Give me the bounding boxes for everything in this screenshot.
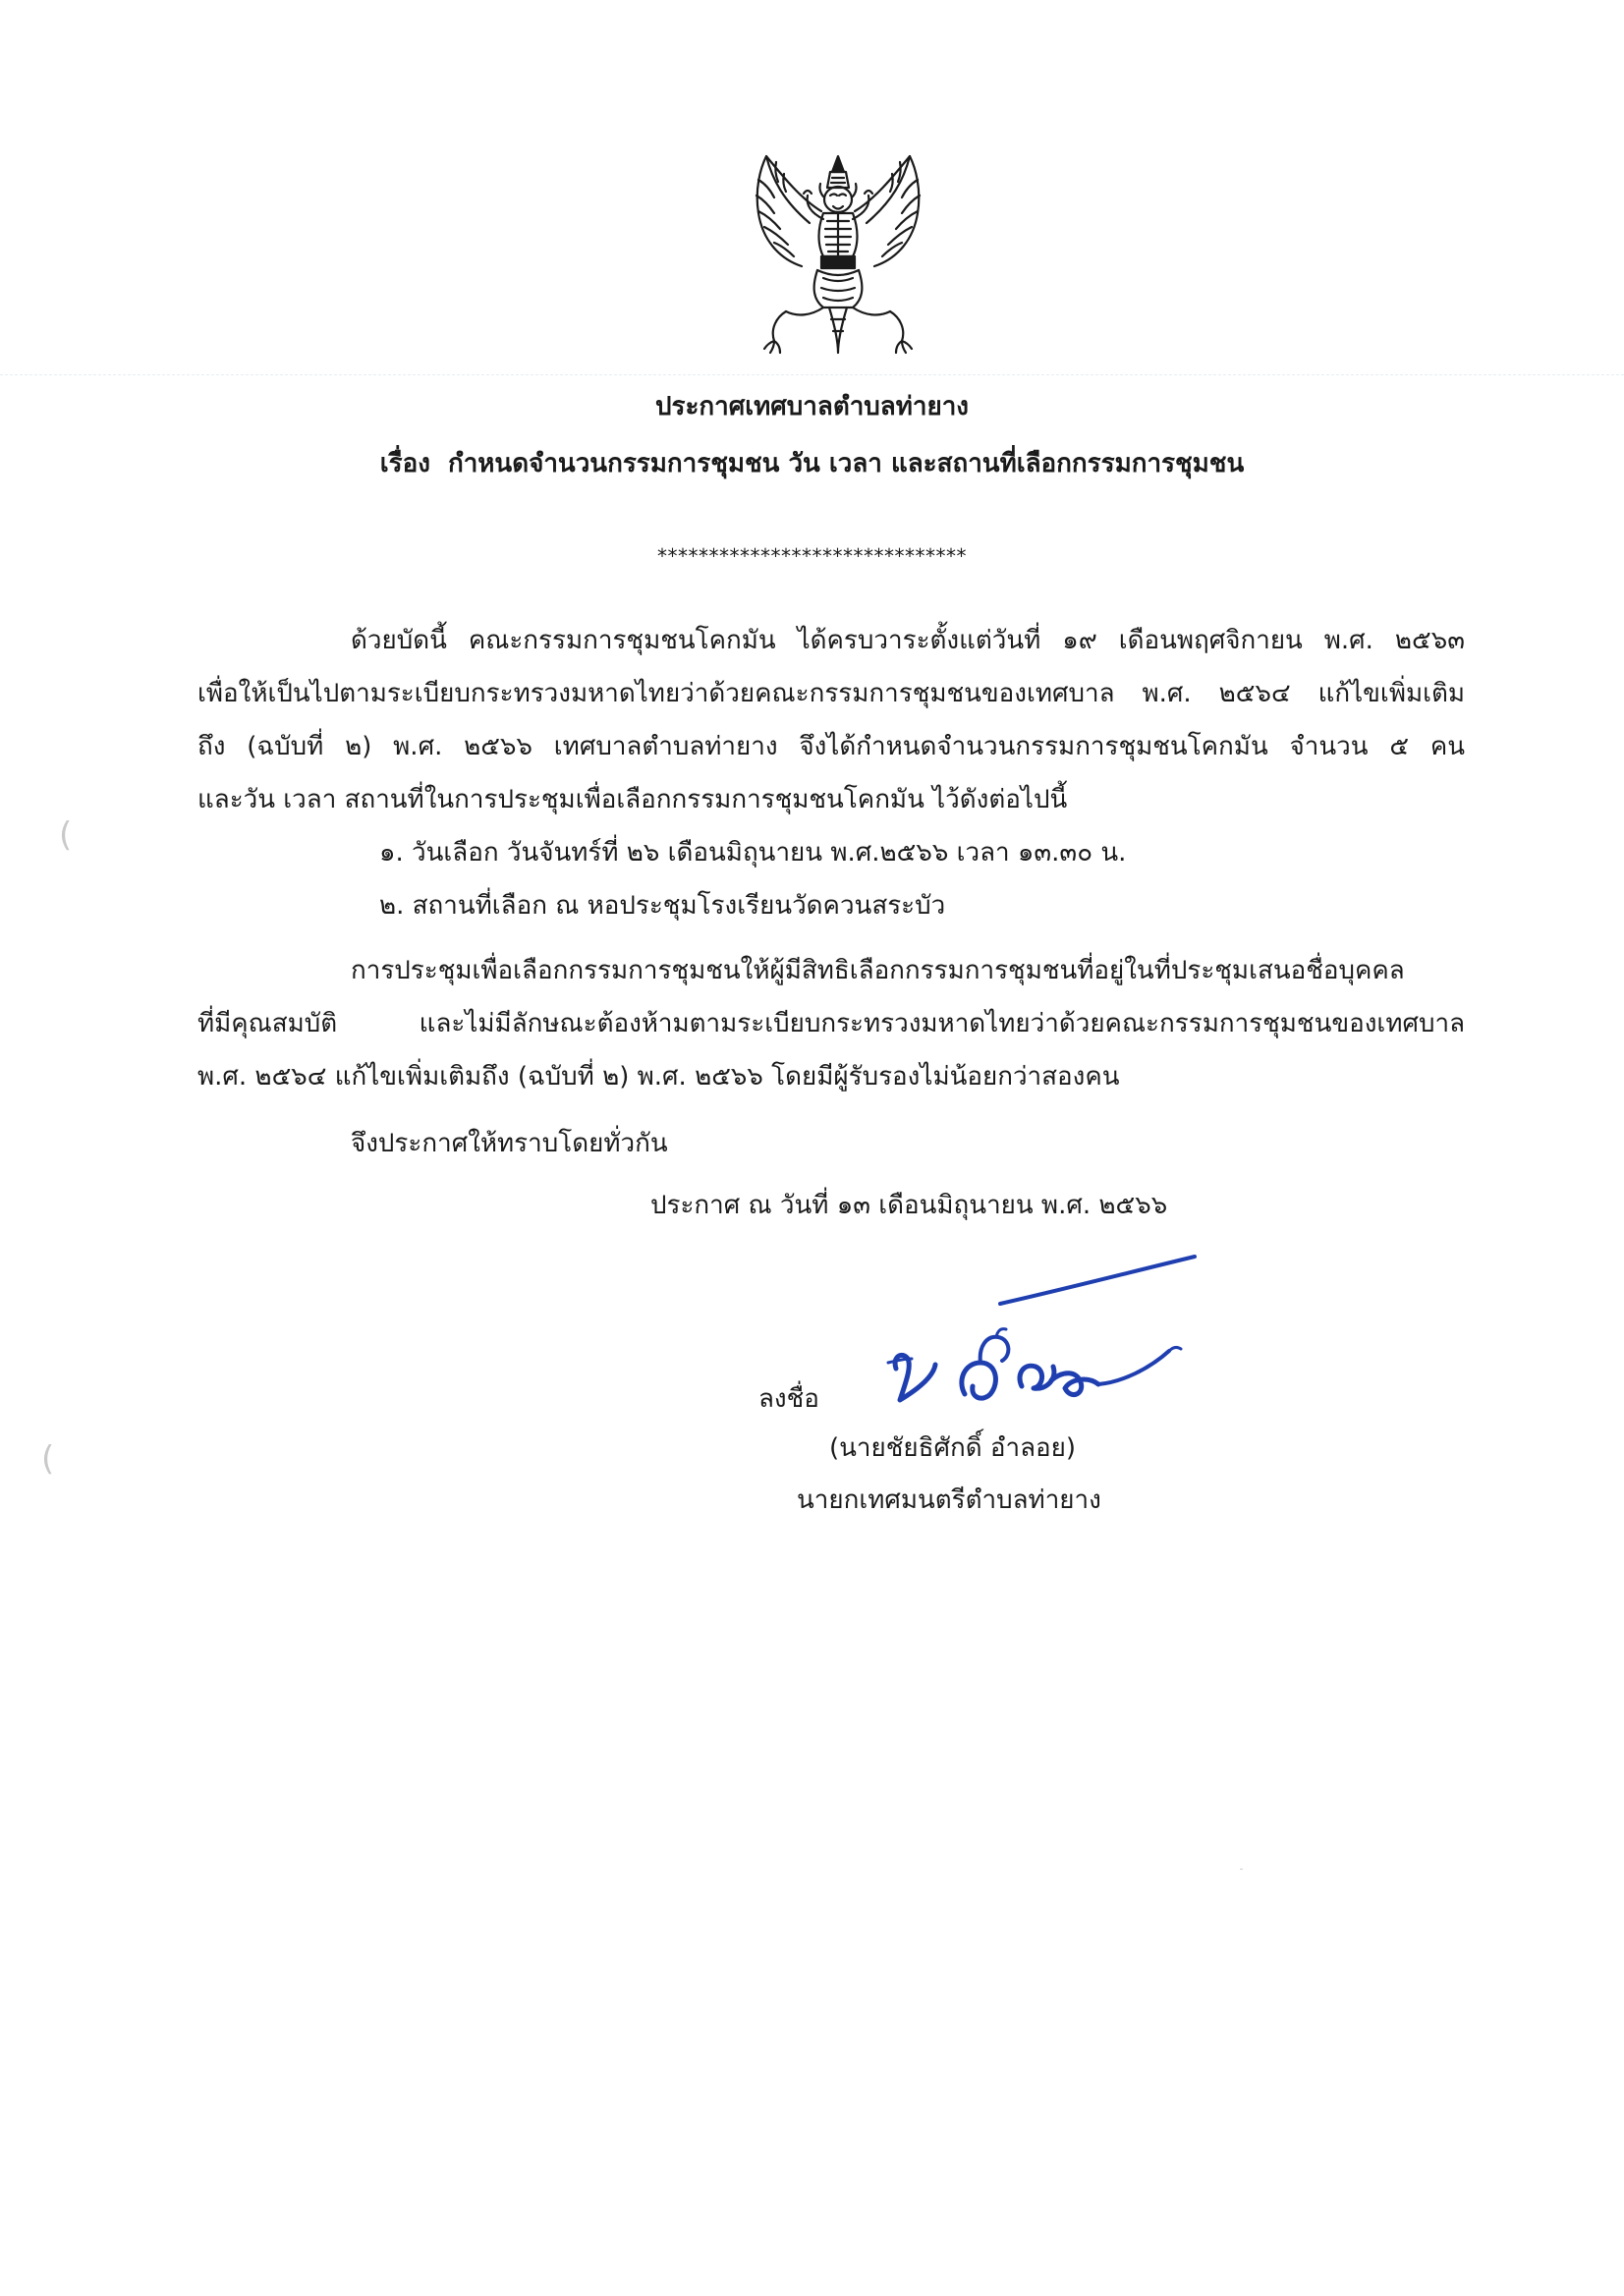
- signer-title: นายกเทศมนตรีตำบลท่ายาง: [797, 1485, 1101, 1515]
- scan-artifact-line: [0, 374, 1624, 375]
- paragraph-line: ที่มีคุณสมบัติ และไม่มีลักษณะต้องห้ามตามระเบียบกระทรวงมหาดไทยว่าด้วยคณะกรรมการชุมชนของเทศบาล: [197, 1009, 1465, 1038]
- list-item-election-venue: ๒. สถานที่เลือก ณ หอประชุมโรงเรียนวัดควนสระบัว: [379, 891, 946, 921]
- closing-statement: จึงประกาศให้ทราบโดยทั่วกัน: [351, 1129, 668, 1158]
- subject-label: เรื่อง: [379, 449, 430, 478]
- announcement-subject-line: [0, 446, 1624, 481]
- scan-artifact-mark: (: [59, 815, 73, 855]
- paragraph-line: ถึง (ฉบับที่ ๒) พ.ศ. ๒๕๖๖ เทศบาลตำบลท่ายาง จึงได้กำหนดจำนวนกรรมการชุมชนโคกมัน จำนวน ๕ คน: [197, 732, 1465, 761]
- list-item-election-date: ๑. วันเลือก วันจันทร์ที่ ๒๖ เดือนมิถุนายน พ.ศ.๒๕๖๖ เวลา ๑๓.๓๐ น.: [379, 838, 1127, 868]
- paragraph-line: ด้วยบัดนี้ คณะกรรมการชุมชนโคกมัน ได้ครบวาระตั้งแต่วันที่ ๑๙ เดือนพฤศจิกายน พ.ศ. ๒๕๖๓: [351, 626, 1465, 655]
- scan-artifact-dot: [1240, 1869, 1243, 1870]
- subject-text: กำหนดจำนวนกรรมการชุมชน วัน เวลา และสถานที่เลือกกรรมการชุมชน: [447, 449, 1245, 478]
- handwritten-signature-icon: [874, 1253, 1208, 1415]
- body-paragraph-2: [197, 950, 1465, 1097]
- body-paragraph-1: [197, 620, 1465, 820]
- signer-name: (นายชัยธิศักดิ์ อำลอย): [829, 1433, 1077, 1463]
- paragraph-line: และวัน เวลา สถานที่ในการประชุมเพื่อเลือกกรรมการชุมชนโคกมัน ไว้ดังต่อไปนี้: [197, 785, 1068, 814]
- scan-artifact-mark: (: [41, 1439, 55, 1479]
- garuda-emblem-icon: [733, 150, 943, 359]
- paragraph-line: การประชุมเพื่อเลือกกรรมการชุมชนให้ผู้มีสิทธิเลือกกรรมการชุมชนที่อยู่ในที่ประชุมเสนอชื่อบุคคล: [351, 956, 1405, 985]
- announcement-title: ประกาศเทศบาลตำบลท่ายาง: [654, 392, 970, 421]
- signature-label: ลงชื่อ: [758, 1384, 819, 1414]
- paragraph-line: เพื่อให้เป็นไปตามระเบียบกระทรวงมหาดไทยว่าด้วยคณะกรรมการชุมชนของเทศบาล พ.ศ. ๒๕๖๔ แก้ไขเพิ่มเติม: [197, 679, 1465, 708]
- paragraph-line: พ.ศ. ๒๕๖๔ แก้ไขเพิ่มเติมถึง (ฉบับที่ ๒) พ.ศ. ๒๕๖๖ โดยมีผู้รับรองไม่น้อยกว่าสองคน: [197, 1062, 1120, 1092]
- announcement-date: ประกาศ ณ วันที่ ๑๓ เดือนมิถุนายน พ.ศ. ๒๕๖๖: [650, 1191, 1168, 1220]
- separator-stars: ******************************: [657, 544, 967, 568]
